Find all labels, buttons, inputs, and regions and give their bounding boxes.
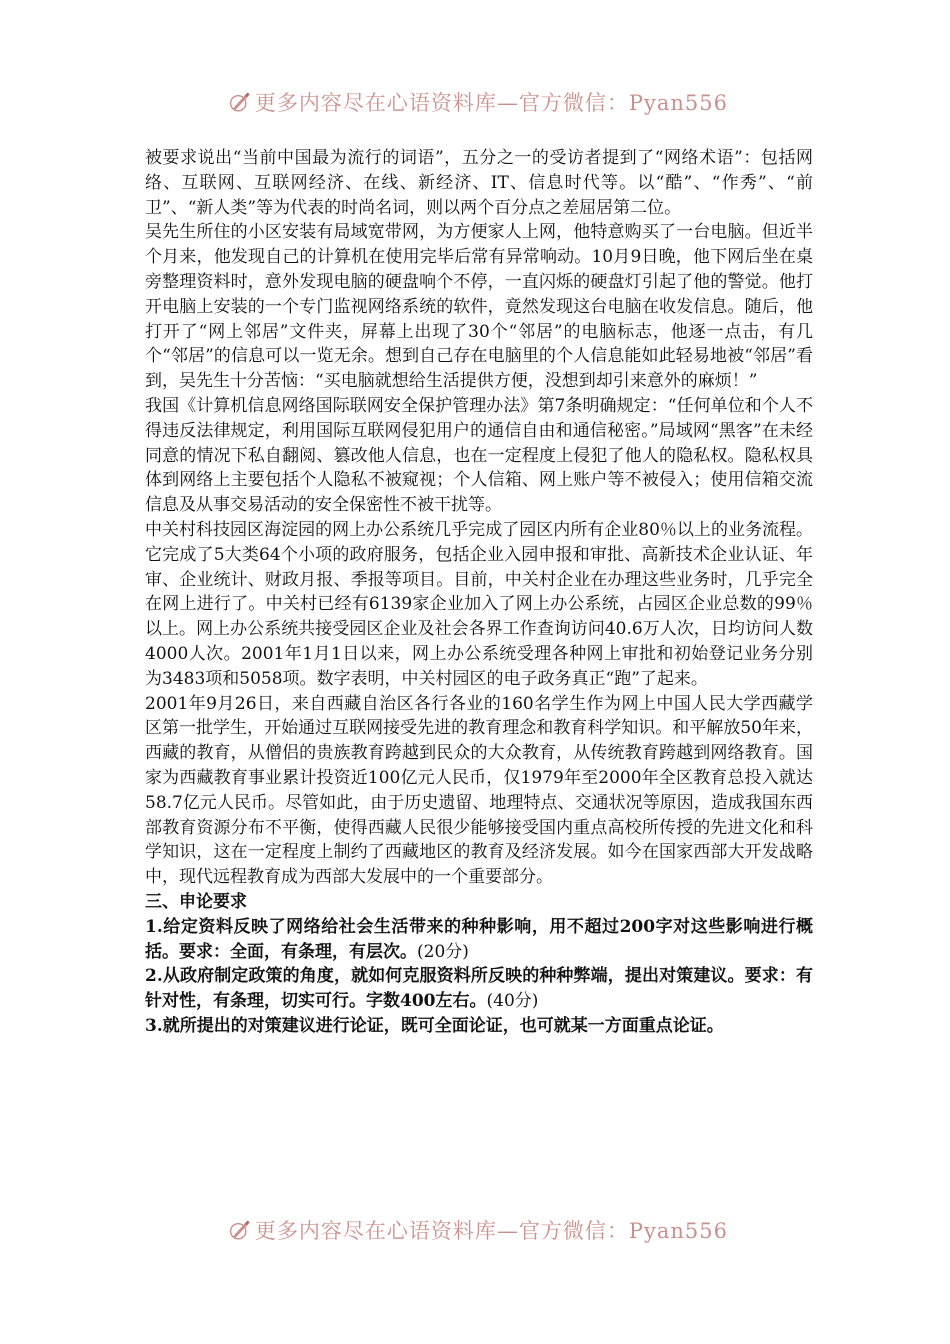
section-heading: 三、申论要求 [145,891,247,912]
document-body [145,146,813,1039]
question-1-score: (20分) [417,941,469,962]
pen-logo-icon [228,1212,251,1248]
question-3 [145,1014,813,1039]
paragraph-1: 被要求说出“当前中国最为流行的词语”，五分之一的受访者提到了“网络术语”：包括网络、互联网、互联网经济、在线、新经济、IT、信息时代等。以“酷”、“作秀”、“前卫”、“新人类”等为代表的时尚名词，则以两个百分点之差屈居第二位。 [145,148,813,218]
question-1-text: 1.给定资料反映了网络给社会生活带来的种种影响，用不超过200字对这些影响进行概括。要求：全面，有条理，有层次。 [145,916,813,962]
question-2 [145,964,813,1014]
pen-logo-icon [228,84,251,120]
header-watermark-text: 更多内容尽在心语资料库—官方微信：Pyan556 [254,91,728,115]
header-watermark [228,82,728,122]
paragraph-4: 中关村科技园区海淀园的网上办公系统几乎完成了园区内所有企业80％以上的业务流程。它完成了5大类64个小项的政府服务，包括企业入园申报和审批、高新技术企业认证、年审、企业统计、财政月报、季报等项目。目前，中关村企业在办理这些业务时，几乎完全在网上进行了。中关村已经有6139家企业加入了网上办公系统，占园区企业总数的99％以上。网上办公系统共接受园区企业及社会各界工作查询访问40.6万人次，日均访问人数4000人次。2001年1月1日以来，网上办公系统受理各种网上审批和初始登记业务分别为3483项和5058项。数字表明，中关村园区的电子政务真正“跑”了起来。 [145,519,813,689]
footer-watermark-text: 更多内容尽在心语资料库—官方微信：Pyan556 [254,1219,728,1243]
question-2-score: (40分) [486,991,539,1012]
paragraph-2: 吴先生所住的小区安装有局域宽带网，为方便家人上网，他特意购买了一台电脑。但近半个月来，他发现自己的计算机在使用完毕后常有异常响动。10月9日晚，他下网后坐在桌旁整理资料时，意外发现电脑的硬盘响个不停，一直闪烁的硬盘灯引起了他的警觉。他打开电脑上安装的一个专门监视网络系统的软件，竟然发现这台电脑在收发信息。随后，他打开了“网上邻居”文件夹，屏幕上出现了30个“邻居”的电脑标志，他逐一点击，有几个“邻居”的信息可以一览无余。想到自己存在电脑里的个人信息能如此轻易地被“邻居”看到，吴先生十分苦恼：“买电脑就想给生活提供方便，没想到却引来意外的麻烦！” [145,222,813,392]
question-1 [145,915,813,965]
question-2-text: 2.从政府制定政策的角度，就如何克服资料所反映的种种弊端，提出对策建议。要求：有针对性，有条理，切实可行。字数400左右。 [145,966,813,1012]
paragraph-5: 2001年9月26日，来自西藏自治区各行各业的160名学生作为网上中国人民大学西藏学区第一批学生，开始通过互联网接受先进的教育理念和教育科学知识。和平解放50年来，西藏的教育，从僧侣的贵族教育跨越到民众的大众教育，从传统教育跨越到网络教育。国家为西藏教育事业累计投资近100亿元人民币，仅1979年至2000年全区教育总投入就达58.7亿元人民币。尽管如此，由于历史遗留、地理特点、交通状况等原因，造成我国东西部教育资源分布不平衡，使得西藏人民很少能够接受国内重点高校所传授的先进文化和科学知识，这在一定程度上制约了西藏地区的教育及经济发展。如今在国家西部大开发战略中，现代远程教育成为西部大发展中的一个重要部分。 [145,693,813,888]
paragraph-3: 我国《计算机信息网络国际联网安全保护管理办法》第7条明确规定：“任何单位和个人不得违反法律规定，利用国际互联网侵犯用户的通信自由和通信秘密。”局域网“黑客”在未经同意的情况下私自翻阅、篡改他人信息，也在一定程度上侵犯了他人的隐私权。隐私权具体到网络上主要包括个人隐私不被窥视；个人信箱、网上账户等不被侵入；使用信箱交流信息及从事交易活动的安全保密性不被干扰等。 [145,395,813,516]
question-3-text: 3.就所提出的对策建议进行论证，既可全面论证，也可就某一方面重点论证。 [145,1015,724,1036]
footer-watermark [228,1210,728,1250]
